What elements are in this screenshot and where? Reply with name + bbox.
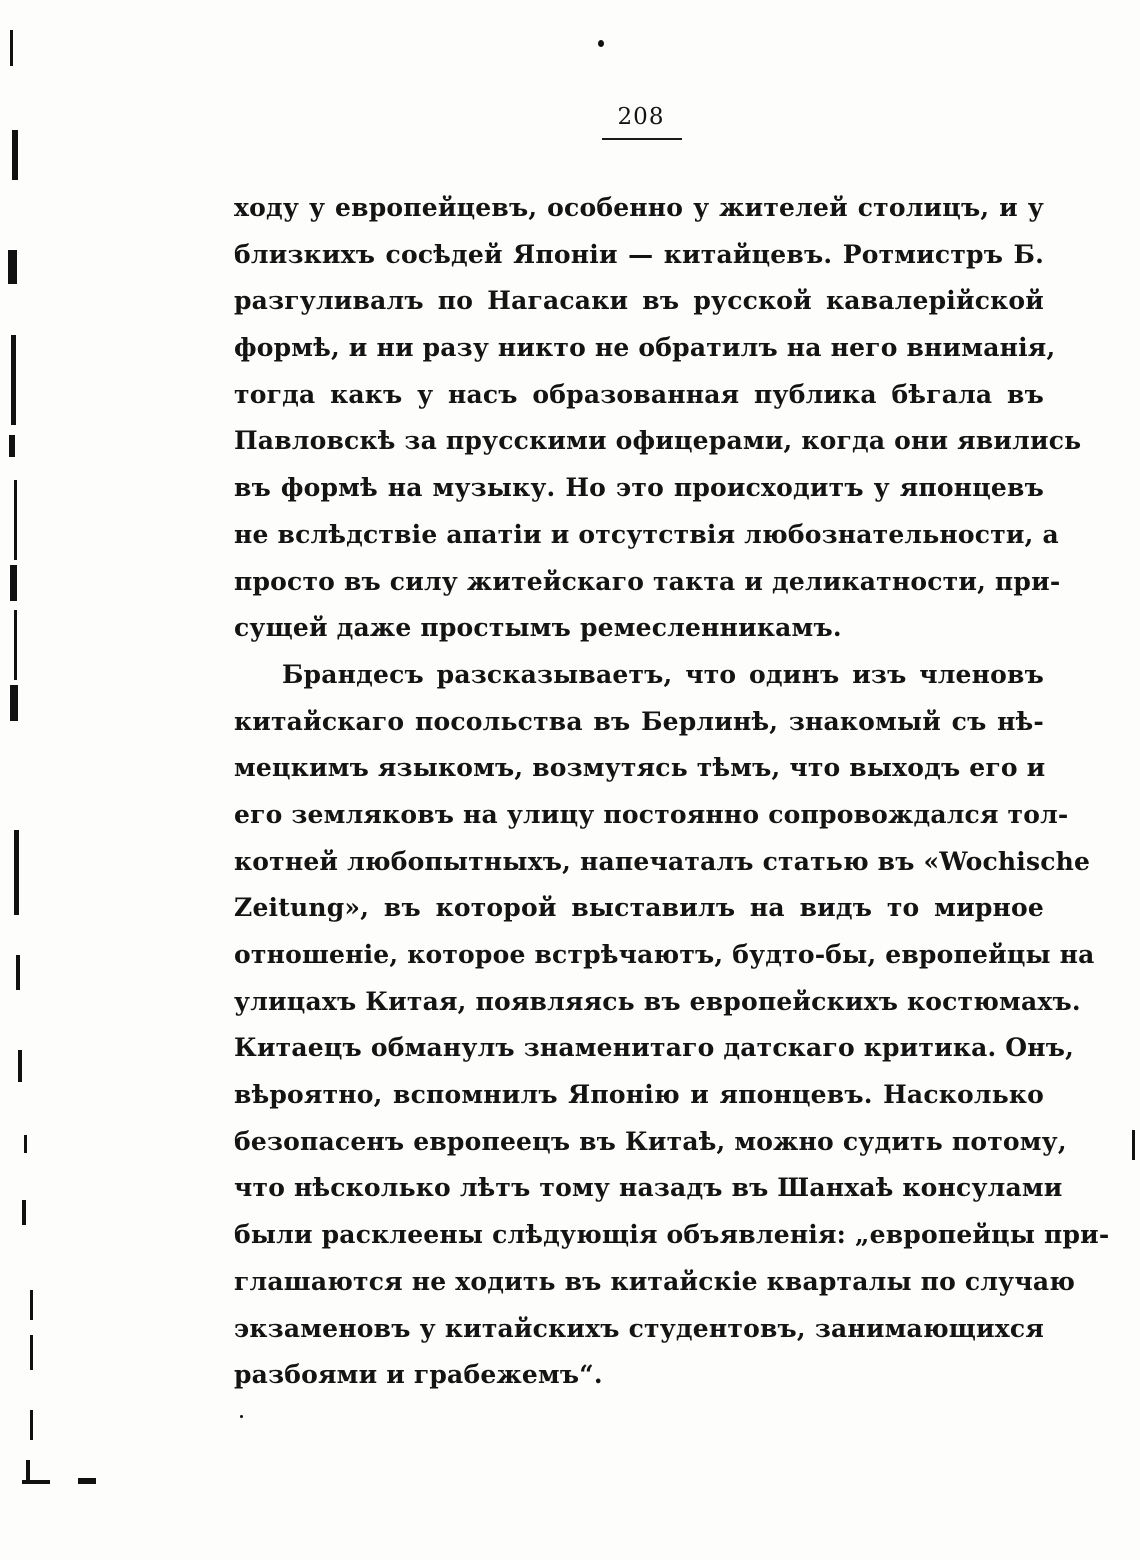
text-line: экзаменовъ у китайскихъ студентовъ, занимающихся <box>234 1313 1044 1343</box>
scan-artifact <box>12 130 18 180</box>
scan-artifact <box>14 480 17 560</box>
page-number: 208 <box>617 104 665 130</box>
scan-artifact <box>10 30 13 66</box>
paragraph-1 <box>234 185 1082 652</box>
text-line: Китаецъ обманулъ знаменитаго датскаго критика. Онъ, <box>234 1033 1075 1063</box>
scan-artifact <box>11 335 16 425</box>
text-line: просто въ силу житейскаго такта и деликатности, при- <box>234 566 1061 596</box>
text-line: въ формѣ на музыку. Но это происходитъ у японцевъ <box>234 473 1044 503</box>
scan-artifact <box>30 1335 33 1370</box>
scan-artifact <box>1132 1130 1135 1160</box>
text-line: разбоями и грабежемъ“. <box>234 1360 603 1390</box>
text-line: близкихъ сосѣдей Японіи — китайцевъ. Ротмистръ Б. <box>234 239 1044 269</box>
paragraph-2 <box>234 652 1110 1399</box>
text-line: отношеніе, которое встрѣчаютъ, будто-бы, европейцы на <box>234 940 1095 969</box>
scan-artifact <box>10 685 18 721</box>
scan-artifact <box>30 1290 33 1320</box>
text-line: что нѣсколько лѣтъ тому назадъ въ Шанхаѣ консулами <box>234 1173 1063 1203</box>
text-line: китайскаго посольства въ Берлинѣ, знакомый съ нѣ- <box>234 706 1044 736</box>
text-line: Zeitung», въ которой выставилъ на видъ то мирное <box>234 893 1044 923</box>
scan-artifact <box>78 1478 96 1484</box>
scan-artifact <box>16 955 20 990</box>
text-line: глашаются не ходить въ китайскіе кварталы по случаю <box>234 1266 1076 1296</box>
text-line: не вслѣдствіе апатіи и отсутствія любознательности, а <box>234 519 1059 549</box>
scan-artifact <box>22 1200 26 1225</box>
scan-artifact <box>14 610 17 680</box>
text-line: ходу у европейцевъ, особенно у жителей столицъ, и у <box>234 193 1044 222</box>
body-text <box>234 185 1110 1399</box>
scan-artifact <box>30 1410 33 1440</box>
text-line: котней любопытныхъ, напечаталъ статью въ «Wochische <box>234 846 1091 876</box>
scan-artifact <box>10 565 17 601</box>
scan-artifact <box>22 1480 50 1484</box>
text-line: разгуливалъ по Нагасаки въ русской кавалерійской <box>234 286 1044 316</box>
text-line: улицахъ Китая, появляясь въ европейскихъ костюмахъ. <box>234 986 1081 1016</box>
text-line: безопасенъ европеецъ въ Китаѣ, можно судить потому, <box>234 1126 1067 1156</box>
page-number-rule <box>602 138 682 140</box>
scan-speck <box>598 40 604 47</box>
scan-artifact <box>24 1135 27 1153</box>
scan-speck <box>240 1415 243 1418</box>
text-line: мецкимъ языкомъ, возмутясь тѣмъ, что выходъ его и <box>234 753 1046 783</box>
scan-artifact <box>18 1050 22 1082</box>
text-line: тогда какъ у насъ образованная публика бѣгала въ <box>234 379 1044 409</box>
text-line: были расклеены слѣдующія объявленія: „европейцы при- <box>234 1220 1110 1250</box>
text-line: Павловскѣ за прусскими офицерами, когда они явились <box>234 426 1082 456</box>
text-line: вѣроятно, вспомнилъ Японію и японцевъ. Насколько <box>234 1080 1044 1110</box>
text-line: Брандесъ разсказываетъ, что одинъ изъ членовъ <box>282 659 1044 689</box>
text-line: сущей даже простымъ ремесленникамъ. <box>234 613 842 643</box>
scan-artifact <box>8 250 17 284</box>
scan-artifact <box>14 830 19 915</box>
scan-artifact <box>26 1460 30 1482</box>
text-line: его земляковъ на улицу постоянно сопровождался тол- <box>234 799 1069 829</box>
scan-artifact <box>9 435 15 457</box>
text-line: формѣ, и ни разу никто не обратилъ на него вниманія, <box>234 333 1056 363</box>
